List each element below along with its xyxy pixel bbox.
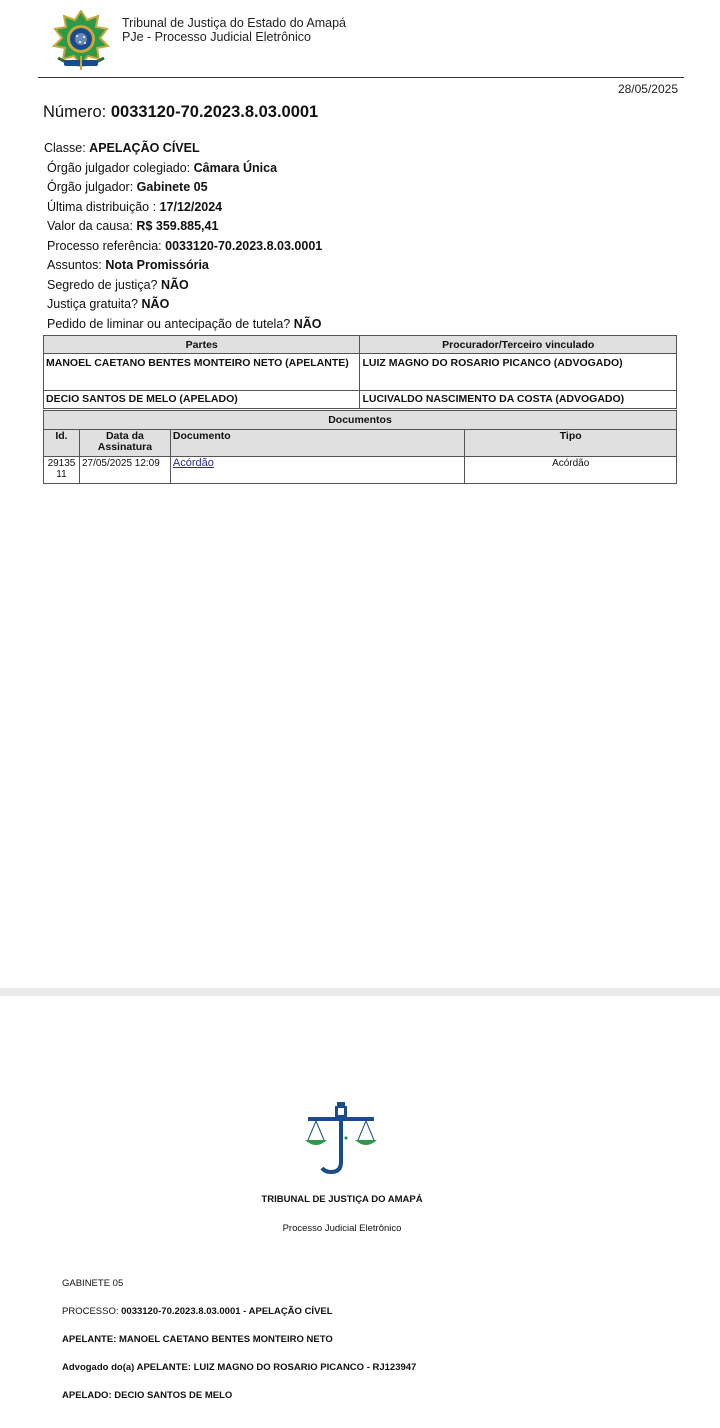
ultima-distribuicao-label: Última distribuição :	[47, 199, 157, 214]
tjap-scales-logo	[300, 1096, 382, 1178]
processo-value: 0033120-70.2023.8.03.0001 - APELAÇÃO CÍVEL	[121, 1306, 333, 1317]
issue-date: 28/05/2025	[617, 82, 678, 96]
processo-referencia-value: 0033120-70.2023.8.03.0001	[165, 238, 323, 253]
doc-id-cell: 29135 11	[44, 457, 80, 484]
doc-type-cell: Acórdão	[465, 457, 677, 484]
documents-header-row	[44, 430, 677, 457]
parties-header-row	[44, 336, 677, 354]
process-info	[44, 139, 322, 334]
table-row	[44, 354, 677, 391]
orgao-julgador-label: Órgão julgador:	[47, 180, 134, 194]
col-partes: Partes	[44, 336, 360, 354]
processo-label: PROCESSO:	[62, 1306, 119, 1317]
court-name: Tribunal de Justiça do Estado do Amapá	[122, 16, 346, 30]
valor-causa-value: R$ 359.885,41	[136, 219, 219, 233]
apelado-line: APELADO: DECIO SANTOS DE MELO	[62, 1390, 233, 1401]
assuntos-value: Nota Promissória	[105, 258, 209, 272]
process-number	[43, 103, 318, 122]
system-name: PJe - Processo Judicial Eletrônico	[122, 30, 311, 44]
justica-gratuita-label: Justiça gratuita?	[47, 297, 139, 311]
classe-label: Classe:	[44, 141, 86, 155]
tribunal-subtitle: Processo Judicial Eletrônico	[282, 1223, 402, 1234]
parties-table	[43, 335, 677, 409]
documents-title: Documentos	[44, 411, 677, 430]
segredo-label: Segredo de justiça?	[47, 277, 158, 292]
processo-referencia-label: Processo referência:	[47, 238, 162, 253]
col-tipo: Tipo	[465, 430, 677, 457]
process-number-label: Número:	[43, 103, 107, 121]
segredo-value: NÃO	[160, 277, 189, 292]
table-row	[44, 391, 677, 409]
info-orgao-colegiado	[44, 159, 322, 179]
orgao-colegiado-value: Câmara Única	[193, 160, 278, 175]
valor-causa-label: Valor da causa:	[47, 219, 133, 233]
info-justica-gratuita	[44, 295, 322, 315]
info-liminar	[44, 315, 322, 335]
process-number-value: 0033120-70.2023.8.03.0001	[110, 103, 319, 121]
liminar-label: Pedido de liminar ou antecipação de tutela?	[47, 316, 291, 331]
header-divider	[38, 77, 684, 78]
advogado-line: Advogado do(a) APELANTE: LUIZ MAGNO DO ROSARIO PICANCO - RJ123947	[62, 1362, 417, 1373]
col-data-assinatura: Data da Assinatura	[79, 430, 170, 457]
documents-table	[43, 410, 677, 484]
col-documento: Documento	[170, 430, 464, 457]
documents-title-row	[44, 411, 677, 430]
info-valor-causa	[44, 217, 322, 237]
assuntos-label: Assuntos:	[47, 258, 102, 272]
info-segredo	[44, 276, 322, 296]
tribunal-title: TRIBUNAL DE JUSTIÇA DO AMAPÁ	[261, 1194, 423, 1205]
processo-line	[62, 1306, 333, 1317]
doc-date-cell: 27/05/2025 12:09	[79, 457, 170, 484]
procurador-cell: LUCIVALDO NASCIMENTO DA COSTA (ADVOGADO)	[360, 391, 677, 409]
brazil-coat-of-arms-emblem	[50, 10, 112, 74]
ultima-distribuicao-value: 17/12/2024	[159, 199, 223, 214]
justica-gratuita-value: NÃO	[141, 297, 170, 311]
classe-value: APELAÇÃO CÍVEL	[89, 141, 200, 155]
col-procurador: Procurador/Terceiro vinculado	[360, 336, 677, 354]
procurador-cell: LUIZ MAGNO DO ROSARIO PICANCO (ADVOGADO)	[360, 354, 677, 391]
apelante-line: APELANTE: MANOEL CAETANO BENTES MONTEIRO NETO	[62, 1334, 333, 1345]
orgao-colegiado-label: Órgão julgador colegiado:	[47, 160, 191, 175]
parte-cell: DECIO SANTOS DE MELO (APELADO)	[44, 391, 360, 409]
col-id: Id.	[44, 430, 80, 457]
page-separator	[0, 988, 720, 996]
doc-name-cell	[170, 457, 464, 484]
decision-page	[0, 996, 720, 1428]
table-row	[44, 457, 677, 484]
document-link[interactable]: Acórdão	[172, 457, 214, 469]
info-assuntos	[44, 256, 322, 276]
court-header	[122, 16, 346, 44]
info-processo-referencia	[44, 237, 322, 257]
info-classe	[44, 139, 322, 159]
info-ultima-distribuicao	[44, 198, 322, 218]
info-orgao-julgador	[44, 178, 322, 198]
orgao-julgador-value: Gabinete 05	[136, 180, 208, 194]
liminar-value: NÃO	[293, 316, 322, 331]
gabinete-line: GABINETE 05	[62, 1278, 124, 1289]
parte-cell: MANOEL CAETANO BENTES MONTEIRO NETO (APELANTE)	[44, 354, 360, 391]
